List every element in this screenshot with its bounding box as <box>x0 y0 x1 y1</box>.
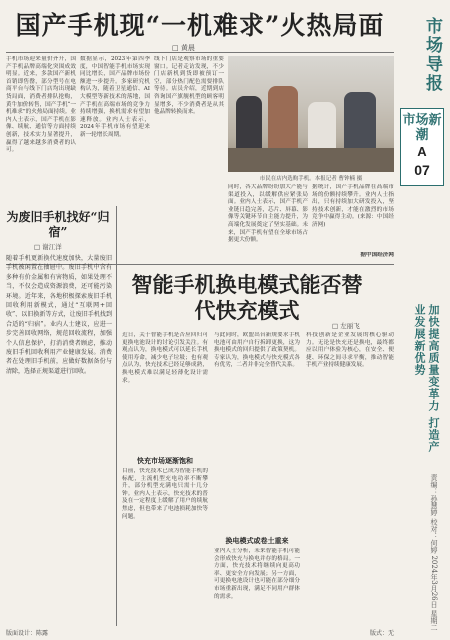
page-letter: A <box>417 144 427 159</box>
footer-left: 版面设计：陈露 <box>6 630 49 637</box>
main-story-col4: 业内人士分析，未来智能手机可能会形成快充与换电并存的格局。一方面，快充技术将继续向更高功率、更安全方向发展；另一方面，可更换电池设计也可能在部分细分市场重新出现，满足不同用户群体的需求。 <box>214 548 300 600</box>
top-story-col3: 线下门店是观察市场的重要窗口。记者走访发现，不少门店新机到货即被预订一空，部分热门配色需要排队等待。店员介绍，近期到店咨询国产旗舰机型的顾客明显增多，不少消费者是从其他品牌转换而来。 <box>154 56 224 116</box>
divider <box>6 52 394 53</box>
main-story-col5: 科技创新是企业发展的核心驱动力。无论是快充还是换电，最终都应以用户体验为核心，在安全、便捷、环保之间寻求平衡，推动智能手机产业持续健康发展。 <box>306 332 394 369</box>
top-story-col2: 数据显示，2023年第四季度，中国智能手机市场实现同比增长，国产品牌市场份额进一步提升。多家研究机构认为，随着卫星通信、AI大模型等新技术的落地，国产手机在高端市场的竞争力持续增强，换机需求有望加速释放。业内人士表示，2024年手机市场有望迎来新一轮增长周期。 <box>80 56 150 138</box>
store-photo <box>228 56 394 172</box>
top-story-source: 据中国经济网 <box>360 252 394 258</box>
main-story-col3: 与此同时，欧盟出台新规要求手机电池可由用户自行拆卸更换，这为换电模式的回归提供了政策契机。专家认为，换电模式与快充模式各有优劣，二者并非完全替代关系。 <box>214 332 300 369</box>
divider-vertical <box>116 206 117 626</box>
slogan: 加快提高质量变革力 打造产业发展新优势 <box>413 304 440 453</box>
left-story-body: 随着手机更新换代速度加快，大量废旧手机被闲置在抽屉中。废旧手机中含有多种有价金属和有害物质，如果处理不当，不仅会造成资源浪费，还可能污染环境。近年来，各地积极探索废旧手机回收利用新模式，通过“互联网+回收”、以旧换新等方式，让废旧手机找到合适的“归宿”。业内人士建议，应进一步完善回收网络，规范回收流程，加强个人信息保护，打消消费者顾虑，推动废旧手机回收利用产业健康发展。消费者在处理旧手机前，应做好数据备份与清除，选择正规渠道进行回收。 <box>6 255 112 375</box>
byline-left: □ 谢江洋 <box>34 243 62 251</box>
main-story-col1: 近日，关于智能手机是否应回归可更换电池设计的讨论引发关注。有观点认为，换电模式可以延长手机使用寿命，减少电子垃圾；也有观点认为，快充技术已经足够成熟，换电模式难以满足轻薄化设计需求。 <box>122 332 208 384</box>
masthead <box>396 4 448 636</box>
top-story-col5: 据统计，国产手机品牌在高端市场的份额持续攀升。业内人士指出，只有持续加大研发投入，坚持技术创新，才能在激烈的市场竞争中赢得主动。(来源：中国经济网) <box>312 184 394 228</box>
headline-top: 国产手机现“一机难求”火热局面 <box>15 11 385 40</box>
main-story-col2: 目前，快充技术已成为智能手机的标配，主流机型充电功率不断攀升，部分机型充满电只需十几分钟。业内人士表示，快充技术的普及在一定程度上缓解了用户的续航焦虑，但也带来了电池损耗加快等问题。 <box>122 468 208 520</box>
subhead-battery-swap: 换电模式或卷土重来 <box>225 536 289 545</box>
headline-main: 智能手机换电模式能否替代快充模式 <box>131 272 363 323</box>
byline-main: □ 左丽飞 <box>332 322 360 330</box>
top-story-col1: 手机市场迎来量价齐升，国产手机品牌高端化突围成效明显。近来，多款国产新机首销即售罄，部分型号在电商平台与线下门店均出现缺货局面，消费者排队抢购，黄牛加价转售，国产手机“一机难求”的火热局面持续。业内人士表示，国产手机在影像、续航、通信等方面持续创新，技术实力显著提升，赢得了越来越多消费者的认可。 <box>6 56 76 154</box>
footer-right: 版式：无 <box>369 630 394 637</box>
photo-caption: 市民在店内选购手机。本报记者 曹钟楠 摄 <box>259 176 363 182</box>
byline-top: □ 黄晨 <box>172 44 195 52</box>
section-title: 市场新潮 <box>402 113 442 143</box>
photo-counter <box>228 148 394 172</box>
subhead-fast-charge: 快充市场逐渐饱和 <box>137 456 193 465</box>
headline-left: 为废旧手机找好“归宿” <box>6 210 110 239</box>
top-story-col4: 同时，各大品牌纷纷加大产能与渠道投入，以缓解供应紧张局面。业内人士表示，国产手机产业链日趋完善，芯片、屏幕、影像等关键环节自主能力提升，为高端化发展奠定了坚实基础。未来，国产手机有望在全球市场占据更大份额。 <box>228 184 308 244</box>
editor-meta: 责编：孙慧婷 校对：何婷 2024年3月26日 星期二 <box>430 474 438 631</box>
newspaper-logo: 市场导报 <box>422 17 442 93</box>
page-number: 07 <box>414 162 430 178</box>
